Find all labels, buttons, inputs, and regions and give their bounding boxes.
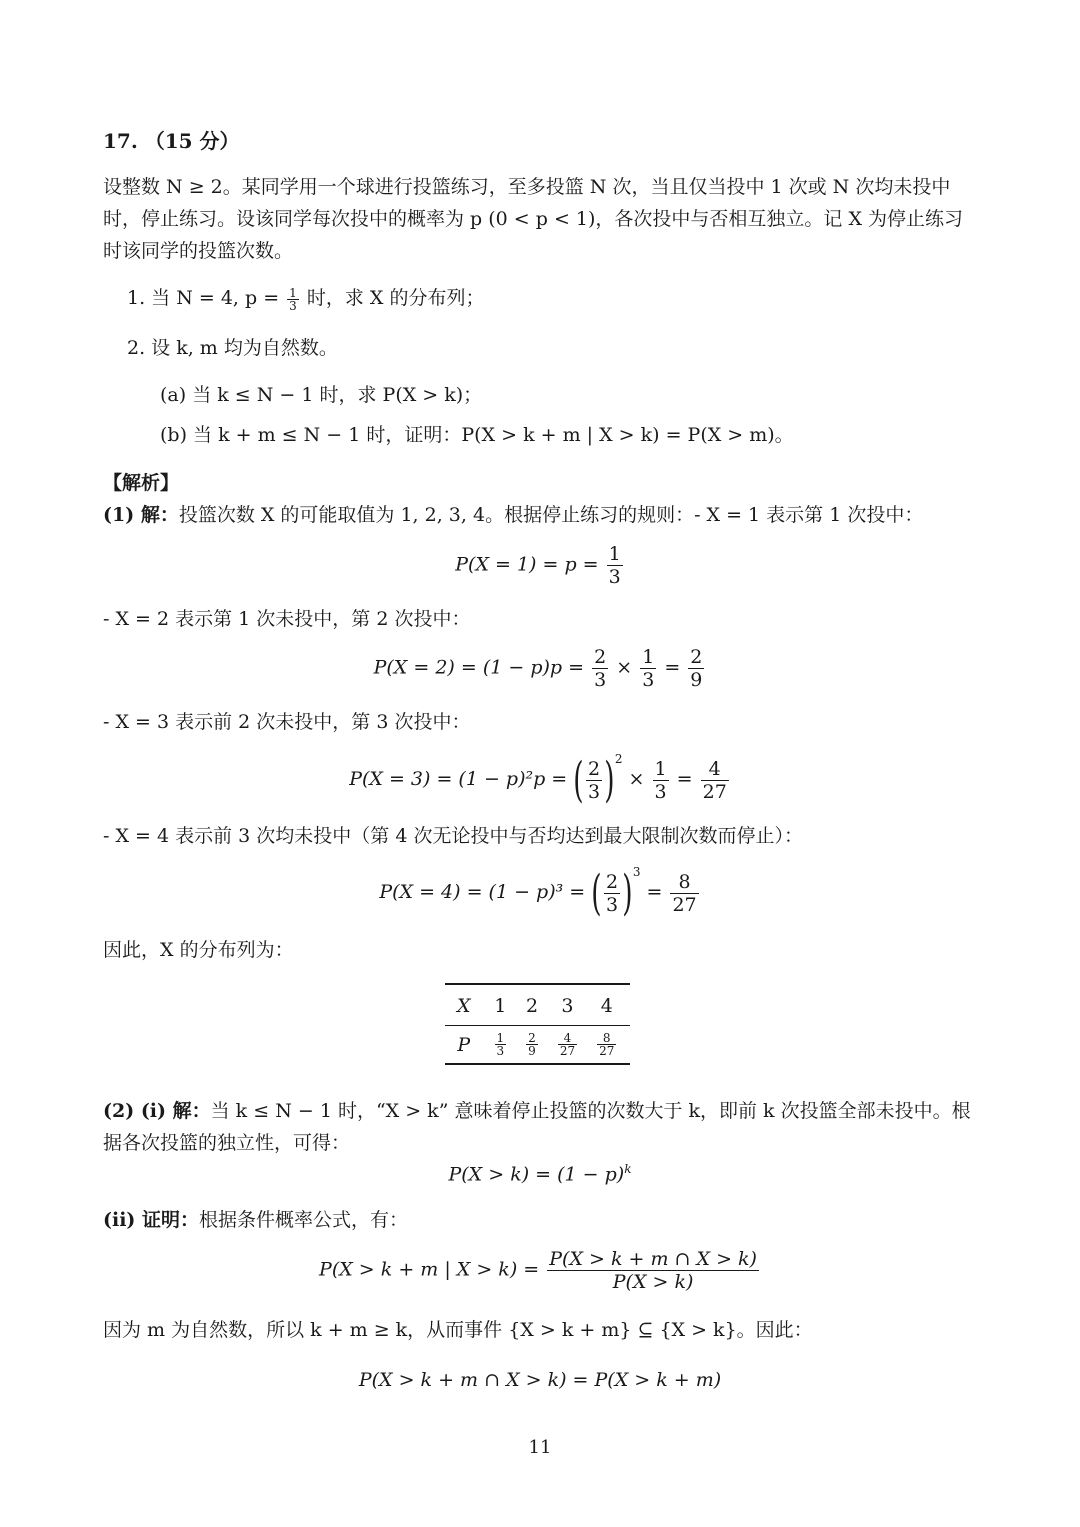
equation-3-fraction-b bbox=[653, 758, 669, 803]
question-2b: (b) 当 k + m ≤ N − 1 时，证明：P(X > k + m | X > k) = P(X > m)。 bbox=[160, 424, 794, 446]
equation-7: P(X > k + m ∩ X > k) = P(X > k + m) bbox=[358, 1369, 722, 1391]
equation-4-base-fraction bbox=[604, 871, 620, 916]
equation-3-lhs: P(X = 3) = (1 − p)²p = bbox=[349, 768, 568, 790]
part-2-text-1: 当 k ≤ N − 1 时，“X > k” 意味着停止投篮的次数大于 k，即前 k 次投篮全部未投中。根 bbox=[210, 1100, 971, 1122]
part-2ii-text: 根据条件概率公式，有： bbox=[199, 1209, 409, 1231]
fraction-denominator: P(X > k) bbox=[612, 1271, 694, 1293]
question-1-prefix: 1. 当 N = 4, p = bbox=[127, 287, 280, 309]
fraction-numerator: 1 bbox=[654, 757, 667, 780]
equation-3 bbox=[0, 752, 1080, 808]
fraction-denominator: 27 bbox=[599, 1044, 615, 1058]
fraction-numerator: 2 bbox=[605, 870, 619, 893]
fraction-numerator: P(X > k + m ∩ X > k) bbox=[549, 1248, 757, 1270]
page-number: 11 bbox=[528, 1437, 552, 1458]
distribution-intro: 因此，X 的分布列为： bbox=[103, 939, 294, 961]
fraction-numerator: 4 bbox=[701, 758, 729, 781]
fraction-denominator: 3 bbox=[496, 1044, 505, 1058]
fraction-numerator: 4 bbox=[558, 1032, 577, 1045]
problem-number: 17. bbox=[103, 129, 138, 153]
equation-3-fraction-c bbox=[701, 758, 729, 803]
equation-5 bbox=[0, 1162, 1080, 1185]
table-cell bbox=[548, 1026, 587, 1065]
exponent: 2 bbox=[614, 752, 623, 766]
problem-heading bbox=[103, 128, 983, 154]
table-fraction bbox=[558, 1032, 577, 1057]
equation-3-base-fraction bbox=[586, 758, 602, 803]
equals-sign: = bbox=[676, 768, 693, 790]
problem-stem-line-2: 时，停止练习。设该同学每次投中的概率为 p (0 < p < 1)，各次投中与否相互独立。记 X 为停止练习 bbox=[103, 208, 964, 230]
table-cell bbox=[587, 1026, 630, 1065]
times-sign: × bbox=[628, 768, 645, 790]
fraction-denominator: 3 bbox=[605, 893, 619, 916]
equation-6-fraction bbox=[547, 1248, 759, 1293]
left-paren: ( bbox=[573, 752, 584, 808]
question-1-suffix: 时，求 X 的分布列； bbox=[306, 287, 485, 309]
equation-4-fraction bbox=[670, 871, 698, 916]
subset-statement: 因为 m 为自然数，所以 k + m ≥ k，从而事件 {X > k + m} ⊆ {X > k}。因此： bbox=[103, 1319, 813, 1341]
table-cell: 2 bbox=[516, 984, 548, 1026]
fraction-denominator: 3 bbox=[642, 669, 655, 691]
question-1 bbox=[127, 285, 1007, 312]
table-header-row bbox=[445, 984, 630, 1026]
equals-sign: = bbox=[646, 881, 663, 903]
fraction-denominator: 3 bbox=[289, 298, 297, 313]
equation-4-lhs: P(X = 4) = (1 − p)³ = bbox=[379, 881, 586, 903]
fraction-denominator: 27 bbox=[702, 780, 727, 803]
fraction-numerator: 2 bbox=[690, 646, 703, 668]
question-1-fraction bbox=[287, 287, 299, 312]
solution-part-2-intro bbox=[103, 1098, 983, 1124]
table-cell bbox=[485, 1026, 517, 1065]
fraction-denominator: 3 bbox=[588, 780, 601, 803]
right-paren: ) bbox=[622, 865, 633, 921]
equation-1 bbox=[0, 543, 1080, 588]
equation-2 bbox=[0, 646, 1080, 691]
case-x-equals-2: - X = 2 表示第 1 次未投中，第 2 次投中： bbox=[103, 608, 471, 630]
equation-6-lhs: P(X > k + m | X > k) = bbox=[319, 1258, 540, 1281]
solution-part-2ii-intro bbox=[103, 1207, 983, 1233]
distribution-table bbox=[445, 983, 630, 1065]
fraction-numerator: 2 bbox=[528, 1031, 536, 1045]
solution-part-1-intro bbox=[103, 502, 983, 528]
problem-stem-line-3: 时该同学的投篮次数。 bbox=[103, 240, 294, 262]
equation-2-fraction-a bbox=[592, 646, 608, 691]
fraction-numerator: 2 bbox=[594, 646, 607, 668]
fraction-numerator: 1 bbox=[289, 285, 297, 300]
fraction-denominator: 9 bbox=[690, 669, 703, 691]
table-cell bbox=[516, 1026, 548, 1065]
equation-4 bbox=[0, 865, 1080, 921]
equation-2-fraction-b bbox=[640, 646, 656, 691]
exponent: k bbox=[624, 1162, 632, 1176]
fraction-numerator: 1 bbox=[608, 543, 621, 565]
part-1-label: (1) 解： bbox=[103, 504, 179, 526]
table-cell: 3 bbox=[548, 984, 587, 1026]
fraction-denominator: 27 bbox=[559, 1044, 576, 1058]
table-fraction bbox=[526, 1032, 538, 1057]
equals-sign: = bbox=[664, 656, 681, 679]
equation-5-body: P(X > k) = (1 − p) bbox=[448, 1163, 625, 1186]
fraction-numerator: 1 bbox=[496, 1031, 505, 1045]
equation-6 bbox=[0, 1248, 1080, 1293]
exponent: 3 bbox=[632, 865, 641, 879]
equation-1-fraction bbox=[607, 543, 623, 588]
case-x-equals-4: - X = 4 表示前 3 次均未投中（第 4 次无论投中与否均达到最大限制次数而停止）： bbox=[103, 825, 803, 847]
equation-2-lhs: P(X = 2) = (1 − p)p = bbox=[373, 656, 585, 679]
table-probability-row bbox=[445, 1026, 630, 1065]
right-paren: ) bbox=[604, 752, 615, 808]
problem-score: （15 分） bbox=[144, 129, 240, 153]
table-cell: X bbox=[445, 984, 485, 1026]
fraction-numerator: 1 bbox=[642, 646, 655, 668]
fraction-denominator: 3 bbox=[594, 669, 607, 691]
part-2-label: (2) (i) 解： bbox=[103, 1100, 211, 1122]
fraction-denominator: 3 bbox=[654, 780, 667, 803]
table-cell: 4 bbox=[587, 984, 630, 1026]
problem-stem-line-1: 设整数 N ≥ 2。某同学用一个球进行投篮练习，至多投篮 N 次，当且仅当投中 1 次或 N 次均未投中 bbox=[103, 176, 951, 198]
table-cell: 1 bbox=[485, 984, 517, 1026]
question-2: 2. 设 k, m 均为自然数。 bbox=[127, 337, 338, 359]
fraction-numerator: 8 bbox=[597, 1032, 616, 1045]
part-2ii-label: (ii) 证明： bbox=[103, 1209, 200, 1231]
left-paren: ( bbox=[591, 865, 602, 921]
fraction-numerator: 2 bbox=[588, 757, 601, 780]
fraction-denominator: 9 bbox=[528, 1044, 536, 1058]
question-2a: (a) 当 k ≤ N − 1 时，求 P(X > k)； bbox=[160, 384, 483, 406]
equation-2-fraction-c bbox=[688, 646, 704, 691]
case-x-equals-3: - X = 3 表示前 2 次未投中，第 3 次投中： bbox=[103, 711, 471, 733]
equation-1-lhs: P(X = 1) = p = bbox=[455, 553, 599, 576]
part-1-text: 投篮次数 X 的可能取值为 1, 2, 3, 4。根据停止练习的规则：- X = 1 表示第 1 次投中： bbox=[178, 504, 924, 526]
fraction-denominator: 3 bbox=[608, 566, 621, 588]
table-cell: P bbox=[445, 1026, 485, 1065]
table-fraction bbox=[597, 1032, 616, 1057]
table-fraction bbox=[495, 1032, 507, 1057]
fraction-numerator: 8 bbox=[670, 871, 698, 894]
times-sign: × bbox=[616, 656, 633, 679]
part-2-text-2: 据各次投篮的独立性，可得： bbox=[103, 1132, 351, 1154]
fraction-denominator: 27 bbox=[672, 893, 697, 916]
solution-header: 【解析】 bbox=[103, 472, 180, 494]
